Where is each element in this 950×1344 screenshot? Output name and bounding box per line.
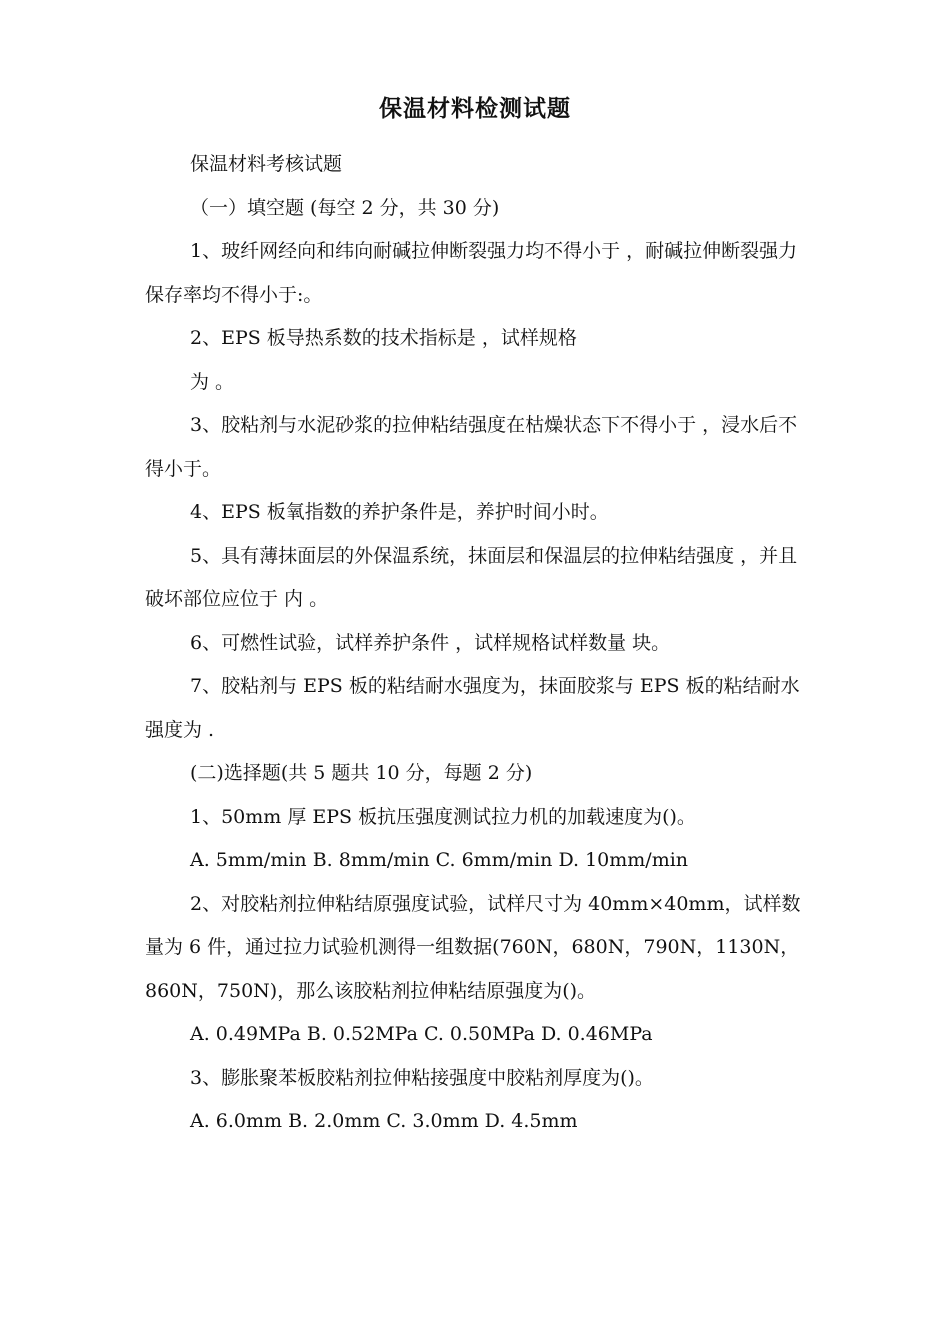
document-title: 保温材料检测试题 xyxy=(379,95,571,122)
question-fill-6: 6、可燃性试验，试样养护条件 ，试样规格试样数量 块。 xyxy=(190,631,671,654)
question-fill-7: 7、胶粘剂与 EPS 板的粘结耐水强度为，抹面胶浆与 EPS 板的粘结耐水强度为 . xyxy=(145,675,800,741)
question-choice-1-options: A. 5mm/min B. 8mm/min C. 6mm/min D. 10mm/min xyxy=(190,849,689,871)
section-fill-blank-heading: （一）填空题 (每空 2 分，共 30 分) xyxy=(190,196,500,219)
question-choice-3: 3、膨胀聚苯板胶粘剂拉伸粘接强度中胶粘剂厚度为()。 xyxy=(190,1066,654,1089)
question-choice-2-options: A. 0.49MPa B. 0.52MPa C. 0.50MPa D. 0.46MPa xyxy=(190,1023,653,1045)
question-fill-2: 2、EPS 板导热系数的技术指标是 ，试样规格 xyxy=(190,327,577,349)
question-choice-1: 1、50mm 厚 EPS 板抗压强度测试拉力机的加载速度为()。 xyxy=(190,805,696,828)
question-choice-2: 2、对胶粘剂拉伸粘结原强度试验，试样尺寸为 40mm×40mm，试样数量为 6 件，通过拉力试验机测得一组数据(760N，680N，790N，1130N，860N，750N)，那么该胶粘剂拉伸粘结原强度为()。 xyxy=(145,892,801,1002)
question-fill-1: 1、玻纤网经向和纬向耐碱拉伸断裂强力均不得小于 ，耐碱拉伸断裂强力保存率均不得小于:。 xyxy=(145,240,798,306)
section-choice-heading: (二)选择题(共 5 题共 10 分，每题 2 分) xyxy=(190,762,533,784)
document-body xyxy=(145,143,810,1144)
question-fill-2-continued: 为 。 xyxy=(190,370,235,393)
subtitle: 保温材料考核试题 xyxy=(190,153,343,175)
question-choice-3-options: A. 6.0mm B. 2.0mm C. 3.0mm D. 4.5mm xyxy=(190,1110,578,1132)
question-fill-5: 5、具有薄抹面层的外保温系统，抹面层和保温层的拉伸粘结强度 ，并且破坏部位应位于 内 。 xyxy=(145,544,798,610)
question-fill-3: 3、胶粘剂与水泥砂浆的拉伸粘结强度在枯燥状态下不得小于 ，浸水后不得小于。 xyxy=(145,414,798,480)
question-fill-4: 4、EPS 板氧指数的养护条件是，养护时间小时。 xyxy=(190,501,609,523)
